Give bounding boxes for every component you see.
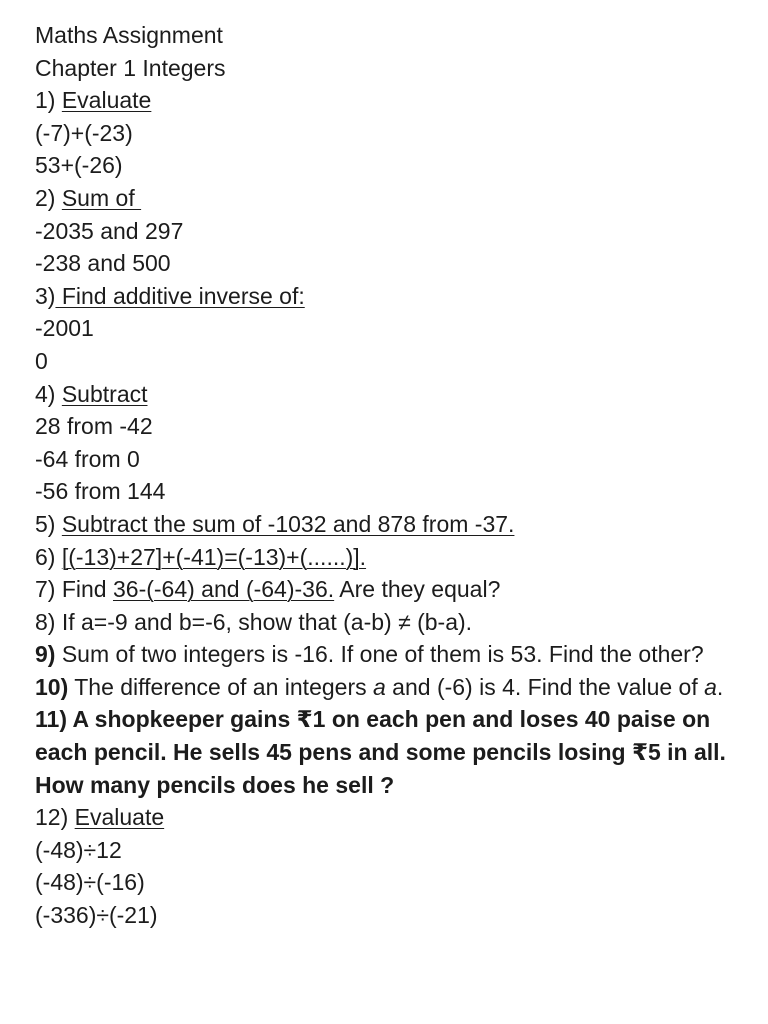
variable-a: a <box>373 673 386 700</box>
question-number: 6) <box>35 543 56 570</box>
question-text: Sum of two integers is -16. If one of them is 53. Find the other? <box>61 641 704 668</box>
question-9 <box>35 638 745 671</box>
question-text: If a=-9 and b=-6, show that (a-b) ≠ (b-a). <box>61 608 473 635</box>
question-8 <box>35 606 745 639</box>
question-2-item: -238 and 500 <box>35 250 171 277</box>
variable-a: a <box>704 673 717 700</box>
question-instruction: Evaluate <box>61 87 152 114</box>
question-7 <box>35 573 745 606</box>
question-number: 7) <box>35 576 56 603</box>
question-3-item: -2001 <box>35 315 94 342</box>
question-number: 1) <box>35 87 56 114</box>
question-number: 11) <box>35 706 67 733</box>
question-number: 5) <box>35 510 56 537</box>
document-title: Maths Assignment <box>35 22 223 48</box>
question-4-item: -56 from 144 <box>35 478 166 505</box>
question-4-heading <box>35 378 745 411</box>
question-text: A shopkeeper gains ₹1 on each pen and loses 40 paise on each pencil. He sells 45 pens and some pencils losing ₹5 in all. How many pencils does he sell ? <box>35 706 726 798</box>
assignment-document <box>35 19 745 932</box>
question-5 <box>35 508 745 541</box>
question-text: Subtract the sum of -1032 and 878 from -37. <box>61 510 515 537</box>
question-4-item: -64 from 0 <box>35 445 140 472</box>
question-text: Find <box>61 576 113 603</box>
question-instruction: Evaluate <box>74 804 165 831</box>
question-11 <box>35 703 745 801</box>
question-3-heading <box>35 280 745 313</box>
question-instruction: Subtract <box>61 380 148 407</box>
question-instruction: Find additive inverse of: <box>55 282 305 309</box>
question-number: 3) <box>35 282 56 309</box>
question-12-heading <box>35 801 745 834</box>
question-number: 2) <box>35 184 56 211</box>
question-10 <box>35 671 745 704</box>
question-instruction: Sum of <box>61 184 142 211</box>
question-1-heading <box>35 84 745 117</box>
question-number: 12) <box>35 804 69 831</box>
question-1-item: (-7)+(-23) <box>35 119 133 146</box>
question-number: 9) <box>35 641 56 668</box>
question-text: The difference of an integers <box>68 673 373 700</box>
question-number: 4) <box>35 380 56 407</box>
question-text: . <box>716 673 724 700</box>
question-2-heading <box>35 182 745 215</box>
question-1-item: 53+(-26) <box>35 152 123 179</box>
question-12-item: (-336)÷(-21) <box>35 902 158 929</box>
question-number: 10) <box>35 673 69 700</box>
question-number: 8) <box>35 608 56 635</box>
question-text: and (-6) is 4. Find the value of <box>385 673 705 700</box>
question-expression: 36-(-64) and (-64)-36. <box>112 576 335 603</box>
question-text: [(-13)+27]+(-41)=(-13)+(......)]. <box>61 543 367 570</box>
chapter-heading: Chapter 1 Integers <box>35 54 226 81</box>
question-3-item: 0 <box>35 347 48 374</box>
question-4-item: 28 from -42 <box>35 413 153 440</box>
question-2-item: -2035 and 297 <box>35 217 184 244</box>
question-6 <box>35 541 745 574</box>
question-12-item: (-48)÷(-16) <box>35 869 145 896</box>
question-text: Are they equal? <box>334 576 501 603</box>
question-12-item: (-48)÷12 <box>35 836 122 863</box>
